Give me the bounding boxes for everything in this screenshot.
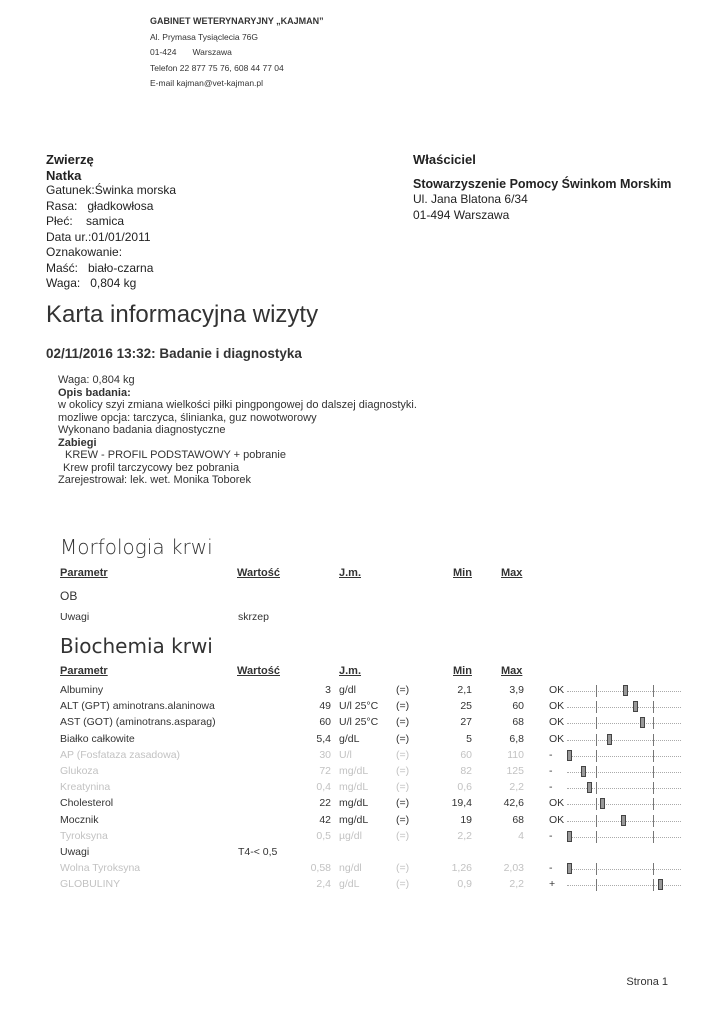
value-marker xyxy=(567,831,572,842)
exam-description-line: Wykonano badania diagnostyczne xyxy=(58,424,226,436)
param-min: 1,26 xyxy=(451,862,472,875)
param-min: 2,1 xyxy=(457,684,472,696)
param-value: 3 xyxy=(325,684,331,696)
visit-weight: Waga: 0,804 kg xyxy=(58,374,135,386)
param-name: AST (GOT) (aminotrans.asparag) xyxy=(60,716,216,729)
param-status: - xyxy=(549,862,553,875)
range-tick xyxy=(653,701,654,713)
param-min: 82 xyxy=(460,765,472,777)
param-name: Białko całkowite xyxy=(60,732,135,745)
param-unit: mg/dL xyxy=(339,765,369,777)
param-value: 0,5 xyxy=(316,829,331,842)
param-name: Uwagi xyxy=(60,846,90,858)
animal-heading: Zwierzę xyxy=(46,152,94,167)
visit-heading: 02/11/2016 13:32: Badanie i diagnostyka xyxy=(46,346,302,361)
animal-color: Maść: biało-czarna xyxy=(46,260,154,275)
morphology-header-row xyxy=(0,567,724,583)
param-max: 60 xyxy=(512,700,524,713)
range-indicator xyxy=(567,734,681,746)
owner-city: 01-494 Warszawa xyxy=(413,207,510,222)
header-max: Max xyxy=(501,665,523,677)
param-value: 42 xyxy=(319,813,331,826)
param-max: 2,2 xyxy=(509,878,524,891)
param-value: 2,4 xyxy=(316,878,331,891)
param-max: 2,03 xyxy=(503,862,524,875)
clinic-phone: Telefon 22 877 75 76, 608 44 77 04 xyxy=(150,62,284,73)
param-min: 0,6 xyxy=(457,781,472,794)
value-marker xyxy=(640,717,645,728)
table-row xyxy=(0,846,724,862)
param-status: OK xyxy=(549,700,565,713)
notes-value: T4-< 0,5 xyxy=(238,846,278,858)
param-name: Cholesterol xyxy=(60,797,114,810)
table-row xyxy=(0,733,724,749)
exam-description-label: Opis badania: xyxy=(58,386,131,399)
param-value: 0,58 xyxy=(310,862,331,875)
owner-name: Stowarzyszenie Pomocy Świnkom Morskim xyxy=(413,176,672,191)
param-min: 19,4 xyxy=(451,797,472,810)
notes-label: Uwagi xyxy=(60,611,90,623)
table-row xyxy=(0,684,724,700)
range-tick xyxy=(596,798,597,810)
param-max: 3,9 xyxy=(509,684,524,696)
param-min: 5 xyxy=(466,732,472,745)
range-tick xyxy=(653,831,654,843)
range-indicator xyxy=(567,815,681,827)
range-indicator xyxy=(567,863,681,875)
param-value: 0,4 xyxy=(316,781,331,794)
range-tick xyxy=(653,879,654,891)
param-value: 60 xyxy=(319,716,331,729)
animal-name: Natka xyxy=(46,167,82,183)
header-value: Wartość xyxy=(237,665,280,677)
param-comparison: (=) xyxy=(396,813,410,826)
param-name: Albuminy xyxy=(60,684,104,696)
param-name: Tyroksyna xyxy=(60,829,108,842)
range-indicator xyxy=(567,701,681,713)
range-tick xyxy=(653,782,654,794)
value-marker xyxy=(658,879,663,890)
param-unit: ng/dl xyxy=(339,862,362,875)
param-comparison: (=) xyxy=(396,765,410,777)
range-tick xyxy=(653,734,654,746)
param-unit: U/l 25°C xyxy=(339,716,379,729)
animal-dob: Data ur.:01/01/2011 xyxy=(46,229,151,244)
value-marker xyxy=(567,750,572,761)
param-comparison: (=) xyxy=(396,878,410,891)
param-min: 2,2 xyxy=(457,829,472,842)
table-row xyxy=(0,749,724,765)
param-status: + xyxy=(549,878,556,891)
param-unit: mg/dL xyxy=(339,797,369,810)
morphology-title: Morfologia krwi xyxy=(60,535,213,559)
range-tick xyxy=(596,879,597,891)
param-min: 19 xyxy=(460,813,472,826)
range-indicator xyxy=(567,750,681,762)
header-min: Min xyxy=(453,665,472,677)
animal-marking: Oznakowanie: xyxy=(46,245,123,259)
header-value: Wartość xyxy=(237,567,280,579)
range-tick xyxy=(596,863,597,875)
param-unit: µg/dl xyxy=(339,829,362,842)
range-tick xyxy=(596,782,597,794)
table-row xyxy=(0,830,724,846)
param-status: OK xyxy=(549,716,565,729)
owner-heading: Właściciel xyxy=(413,152,476,167)
animal-sex: Płeć: samica xyxy=(46,214,125,228)
range-tick xyxy=(653,685,654,697)
table-row xyxy=(0,878,724,894)
param-min: 27 xyxy=(460,716,472,729)
range-indicator xyxy=(567,685,681,697)
page-title: Karta informacyjna wizyty xyxy=(46,301,319,328)
param-unit: U/l 25°C xyxy=(339,700,379,713)
biochemistry-header-row xyxy=(0,665,724,681)
param-comparison: (=) xyxy=(396,716,410,729)
clinic-city: Warszawa xyxy=(192,47,232,57)
param-max: 110 xyxy=(507,748,524,761)
param-unit: U/l xyxy=(339,748,352,761)
param-max: 2,2 xyxy=(509,781,524,794)
param-max: 68 xyxy=(512,716,524,729)
table-row xyxy=(0,781,724,797)
table-row xyxy=(0,797,724,813)
range-indicator xyxy=(567,782,681,794)
clinic-name: GABINET WETERYNARYJNY „KAJMAN” xyxy=(150,16,324,26)
range-tick xyxy=(596,815,597,827)
param-comparison: (=) xyxy=(396,797,410,810)
range-tick xyxy=(653,717,654,729)
clinic-postal: 01-424 xyxy=(150,47,177,57)
range-tick xyxy=(596,750,597,762)
range-tick xyxy=(653,798,654,810)
range-indicator xyxy=(567,798,681,810)
param-value: 30 xyxy=(319,748,331,761)
owner-info xyxy=(413,152,671,223)
param-max: 125 xyxy=(506,765,524,777)
param-value: 22 xyxy=(319,797,331,810)
value-marker xyxy=(567,863,572,874)
param-status: OK xyxy=(549,813,565,826)
param-name: Kreatynina xyxy=(60,781,111,794)
param-comparison: (=) xyxy=(396,829,410,842)
value-marker xyxy=(581,766,586,777)
param-comparison: (=) xyxy=(396,862,410,875)
range-indicator xyxy=(567,717,681,729)
table-row xyxy=(0,716,724,732)
range-tick xyxy=(653,863,654,875)
param-max: 42,6 xyxy=(503,797,524,810)
param-value: 49 xyxy=(319,700,331,713)
header-unit: J.m. xyxy=(339,567,362,579)
value-marker xyxy=(633,701,638,712)
param-max: 6,8 xyxy=(509,732,524,745)
value-marker xyxy=(607,734,612,745)
param-min: 25 xyxy=(460,700,472,713)
header-max: Max xyxy=(501,567,523,579)
param-value: 72 xyxy=(319,765,331,777)
ob-label: OB xyxy=(60,589,78,603)
param-status: - xyxy=(549,781,553,794)
exam-description-line: mozliwe opcja: tarczyca, ślinianka, guz nowotworowy xyxy=(58,411,317,424)
animal-info xyxy=(46,152,176,292)
range-tick xyxy=(653,750,654,762)
table-row xyxy=(0,765,724,781)
visit-details xyxy=(58,374,417,487)
param-name: ALT (GPT) aminotrans.alaninowa xyxy=(60,700,215,713)
range-tick xyxy=(596,685,597,697)
notes-value: skrzep xyxy=(238,611,269,623)
range-indicator xyxy=(567,831,681,843)
clinic-email: E-mail kajman@vet-kajman.pl xyxy=(150,78,264,88)
exam-description-line: w okolicy szyi zmiana wielkości piłki pingpongowej do dalszej diagnostyki. xyxy=(58,399,417,411)
param-comparison: (=) xyxy=(396,781,410,794)
param-name: Glukoza xyxy=(60,765,99,777)
range-tick xyxy=(596,717,597,729)
range-tick xyxy=(596,734,597,746)
procedures-label: Zabiegi xyxy=(58,436,97,449)
table-row xyxy=(0,700,724,716)
range-tick xyxy=(596,701,597,713)
header-min: Min xyxy=(453,567,472,579)
range-tick xyxy=(596,766,597,778)
header-param: Parametr xyxy=(60,567,108,579)
clinic-postal-city xyxy=(150,45,324,61)
header-unit: J.m. xyxy=(339,665,362,677)
animal-weight: Waga: 0,804 kg xyxy=(46,276,137,290)
param-status: - xyxy=(549,765,553,777)
value-marker xyxy=(621,815,626,826)
param-status: OK xyxy=(549,732,565,745)
procedure-item: Krew profil tarczycowy bez pobrania xyxy=(63,461,240,474)
value-marker xyxy=(587,782,592,793)
param-min: 0,9 xyxy=(457,878,472,891)
param-max: 4 xyxy=(518,829,524,842)
param-unit: mg/dL xyxy=(339,813,369,826)
param-name: Wolna Tyroksyna xyxy=(60,862,141,875)
registered-by: Zarejestrował: lek. wet. Monika Toborek xyxy=(58,474,251,486)
param-unit: g/dl xyxy=(339,684,356,696)
param-comparison: (=) xyxy=(396,684,410,696)
animal-species: Gatunek:Świnka morska xyxy=(46,183,177,197)
table-row xyxy=(0,814,724,830)
value-marker xyxy=(600,798,605,809)
biochemistry-title: Biochemia krwi xyxy=(60,634,213,658)
param-max: 68 xyxy=(512,813,524,826)
param-status: OK xyxy=(549,684,565,696)
param-status: OK xyxy=(549,797,565,810)
param-name: GLOBULINY xyxy=(60,878,121,891)
table-row xyxy=(0,862,724,878)
param-min: 60 xyxy=(460,748,472,761)
range-tick xyxy=(596,831,597,843)
animal-breed: Rasa: gładkowłosa xyxy=(46,198,154,213)
param-unit: g/dL xyxy=(339,878,360,891)
param-value: 5,4 xyxy=(316,732,331,745)
param-comparison: (=) xyxy=(396,700,410,713)
clinic-address: Al. Prymasa Tysiąclecia 76G xyxy=(150,31,259,42)
header-param: Parametr xyxy=(60,665,108,677)
param-unit: mg/dL xyxy=(339,781,369,794)
range-tick xyxy=(653,815,654,827)
morphology-notes-row xyxy=(0,611,724,627)
morphology-ob-row xyxy=(0,589,724,605)
page-number: Strona 1 xyxy=(626,976,668,988)
range-tick xyxy=(653,766,654,778)
param-name: Mocznik xyxy=(60,813,99,826)
range-indicator xyxy=(567,766,681,778)
param-unit: g/dL xyxy=(339,732,360,745)
range-indicator xyxy=(567,879,681,891)
param-name: AP (Fosfataza zasadowa) xyxy=(60,748,181,761)
param-comparison: (=) xyxy=(396,732,410,745)
param-status: - xyxy=(549,748,553,761)
clinic-header xyxy=(150,14,324,92)
param-comparison: (=) xyxy=(396,748,410,761)
owner-street: Ul. Jana Blatona 6/34 xyxy=(413,192,528,206)
value-marker xyxy=(623,685,628,696)
procedure-item: KREW - PROFIL PODSTAWOWY + pobranie xyxy=(65,449,286,461)
param-status: - xyxy=(549,829,553,842)
